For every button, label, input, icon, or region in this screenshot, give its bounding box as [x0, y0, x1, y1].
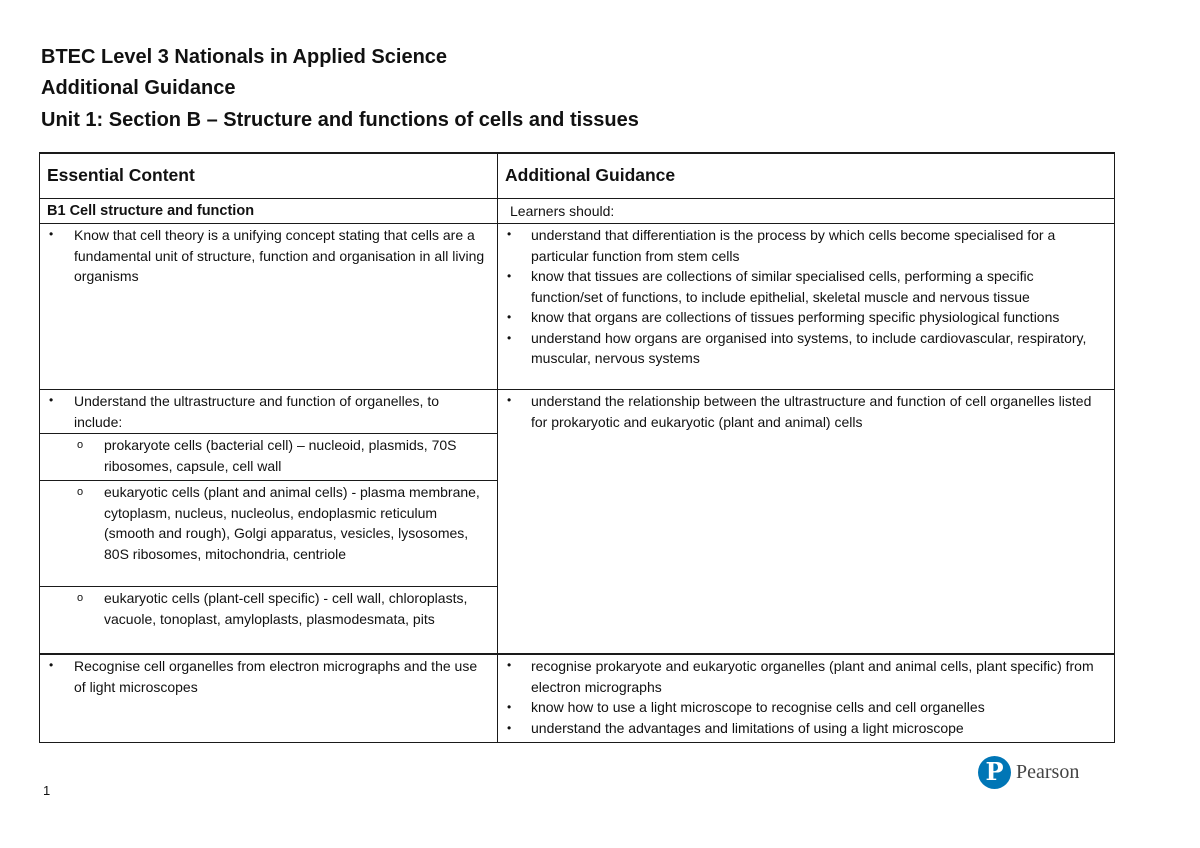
- list-item: [498, 390, 1114, 432]
- row1-guidance-3: know that organs are collections of tissues performing specific physiological functions: [531, 309, 1060, 325]
- section-title: B1 Cell structure and function: [47, 203, 255, 220]
- pearson-wordmark: Pearson: [1016, 761, 1080, 783]
- list-item: [498, 224, 1114, 266]
- document-title: BTEC Level 3 Nationals in Applied Science: [41, 46, 448, 68]
- row3-left-cell: [40, 654, 498, 743]
- row2-left-cell: [40, 390, 498, 434]
- table-row: [40, 390, 1115, 434]
- bullet-icon: •: [507, 658, 512, 672]
- row1-guidance-2: know that tissues are collections of similar specialised cells, performing a specific function/set of functions, to include epithelial, skeletal muscle and nervous tissue: [531, 268, 1034, 305]
- bullet-icon: •: [507, 269, 512, 283]
- pearson-logo: [978, 756, 1090, 792]
- row2-sub1-cell: [40, 434, 498, 481]
- row3-right-cell: [498, 654, 1115, 743]
- sub-list-item: [40, 481, 497, 564]
- prokaryote-text: prokaryote cells (bacterial cell) – nucleoid, plasmids, 70S ribosomes, capsule, cell wall: [104, 437, 457, 474]
- section-row: [40, 199, 1115, 224]
- list-item: [498, 266, 1114, 307]
- row2-essential-text: Understand the ultrastructure and function of organelles, to include:: [74, 393, 439, 430]
- bullet-icon: •: [507, 700, 512, 714]
- row2-sub3-cell: [40, 587, 498, 655]
- list-item: [498, 328, 1114, 369]
- table-row: [40, 224, 1115, 390]
- row1-essential-text: Know that cell theory is a unifying concept stating that cells are a fundamental unit of structure, function and organisation in all living organisms: [74, 227, 485, 284]
- row1-guidance-4: understand how organs are organised into systems, to include cardiovascular, respiratory, muscular, nervous systems: [531, 329, 1087, 366]
- sub-list-item: [40, 587, 497, 629]
- list-item: [498, 718, 1114, 739]
- table-header-row: [40, 153, 1115, 199]
- row1-left-cell: [40, 224, 498, 390]
- list-item: [40, 655, 497, 697]
- row1-guidance-1: understand that differentiation is the process by which cells become specialised for a particular function from stem cells: [531, 227, 1056, 264]
- essential-content-header: Essential Content: [47, 165, 195, 186]
- row2-sub2-cell: [40, 481, 498, 587]
- row1-right-cell: [498, 224, 1115, 390]
- eukaryote-text: eukaryotic cells (plant and animal cells) - plasma membrane, cytoplasm, nucleus, nucleolus, endoplasmic reticulum (smooth and rough), Golgi apparatus, vesicles, lysosomes, 80S ribosomes, mitochondria, centriole: [104, 484, 480, 562]
- list-item: [498, 307, 1114, 328]
- row3-essential-text: Recognise cell organelles from electron micrographs and the use of light microscopes: [74, 658, 478, 695]
- circle-bullet-icon: o: [77, 592, 84, 604]
- circle-bullet-icon: o: [77, 486, 84, 498]
- bullet-icon: •: [49, 227, 54, 241]
- list-item: [40, 224, 497, 287]
- header-cell-guidance: [498, 153, 1115, 199]
- learners-should-cell: [498, 199, 1115, 224]
- plant-cell-text: eukaryotic cells (plant-cell specific) - cell wall, chloroplasts, vacuole, tonoplast, amyloplasts, plasmodesmata, pits: [104, 590, 468, 627]
- row2-right-cell: [498, 390, 1115, 655]
- row3-guidance-2: know how to use a light microscope to recognise cells and cell organelles: [531, 699, 985, 715]
- page-number: 1: [43, 783, 51, 798]
- circle-bullet-icon: o: [77, 439, 84, 451]
- table-row: [40, 654, 1115, 743]
- bullet-icon: •: [507, 330, 512, 345]
- header-cell-essential: [40, 153, 498, 199]
- bullet-icon: •: [507, 393, 512, 407]
- list-item: [498, 697, 1114, 718]
- bullet-icon: •: [507, 720, 512, 735]
- list-item: [40, 390, 497, 432]
- section-title-cell: [40, 199, 498, 224]
- row3-guidance-3: understand the advantages and limitations of using a light microscope: [531, 719, 964, 736]
- additional-guidance-header: Additional Guidance: [505, 165, 676, 186]
- guidance-table: [39, 152, 1115, 743]
- row2-guidance-1: understand the relationship between the ultrastructure and function of cell organelles listed for prokaryotic and eukaryotic (plant and animal) cells: [531, 393, 1092, 430]
- bullet-icon: •: [49, 658, 54, 672]
- document-subtitle: Additional Guidance: [41, 77, 236, 99]
- list-item: [498, 655, 1114, 697]
- pearson-logo-letter: P: [985, 757, 1004, 786]
- unit-heading: Unit 1: Section B – Structure and functions of cells and tissues: [41, 109, 639, 131]
- learners-should: Learners should:: [510, 202, 615, 219]
- bullet-icon: •: [507, 310, 512, 324]
- row3-guidance-1: recognise prokaryote and eukaryotic organelles (plant and animal cells, plant specific) from electron micrographs: [531, 658, 1094, 695]
- bullet-icon: •: [49, 393, 54, 407]
- sub-list-item: [40, 434, 497, 476]
- bullet-icon: •: [507, 227, 512, 241]
